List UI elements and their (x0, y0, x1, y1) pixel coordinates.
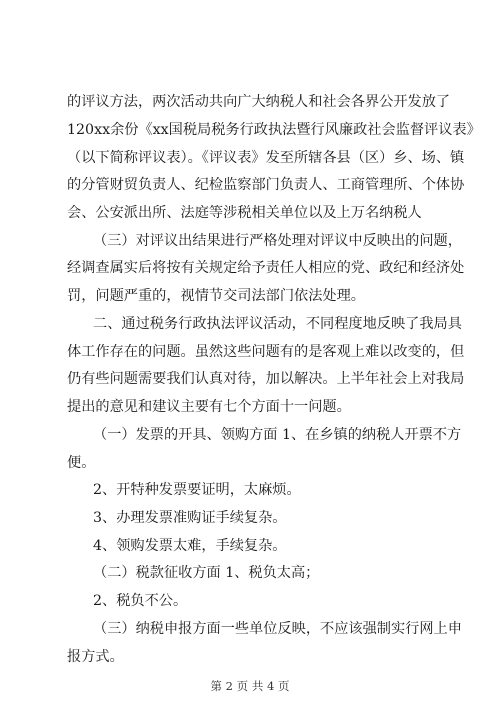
text-line-10: 体工作存在的问题。虽然这些问题有的是客观上难以改变的，但 (67, 344, 465, 360)
text-line-9: 二、通过税务行政执法评议活动，不同程度地反映了我局具 (93, 316, 462, 332)
page-number-footer: 第 2 页 共 4 页 (210, 679, 290, 693)
text-line-19: 2、税负不公。 (93, 593, 188, 609)
text-line-17: 4、领购发票太难，手续复杂。 (93, 538, 287, 554)
text-line-15: 2、开特种发票要证明，太麻烦。 (93, 482, 301, 498)
text-line-20: （三）纳税申报方面一些单位反映，不应该强制实行网上申 (93, 621, 462, 637)
text-line-18: （二）税款征收方面 1、税负太高； (93, 565, 320, 581)
text-line-4: 的分管财贸负责人、纪检监察部门负责人、工商管理所、个体协 (67, 177, 465, 193)
text-line-1: 的评议方法，两次活动共向广大纳税人和社会各界公开发放了 (67, 94, 451, 110)
text-line-6: （三）对评议出结果进行严格处理对评议中反映出的问题， (93, 233, 462, 249)
text-line-21: 报方式。 (67, 649, 124, 665)
text-line-5: 会、公安派出所、法庭等涉税相关单位以及上万名纳税人 (67, 205, 422, 221)
text-line-7: 经调查属实后将按有关规定给予责任人相应的党、政纪和经济处 (67, 260, 465, 276)
text-line-8: 罚，问题严重的，视情节交司法部门依法处理。 (67, 288, 365, 304)
text-line-14: 便。 (67, 455, 96, 471)
text-line-16: 3、办理发票准购证手续复杂。 (93, 510, 287, 526)
text-line-2: 120xx余份《xx国税局税务行政执法暨行风廉政社会监督评议表》 (67, 122, 481, 138)
text-line-11: 仍有些问题需要我们认真对待，加以解决。上半年社会上对我局 (67, 371, 465, 387)
text-line-12: 提出的意见和建议主要有七个方面十一问题。 (67, 399, 351, 415)
text-line-3: （以下简称评议表）。《评议表》发至所辖各县（区）乡、场、镇 (67, 150, 465, 166)
text-line-13: （一）发票的开具、领购方面 1、在乡镇的纳税人开票不方 (93, 427, 462, 443)
